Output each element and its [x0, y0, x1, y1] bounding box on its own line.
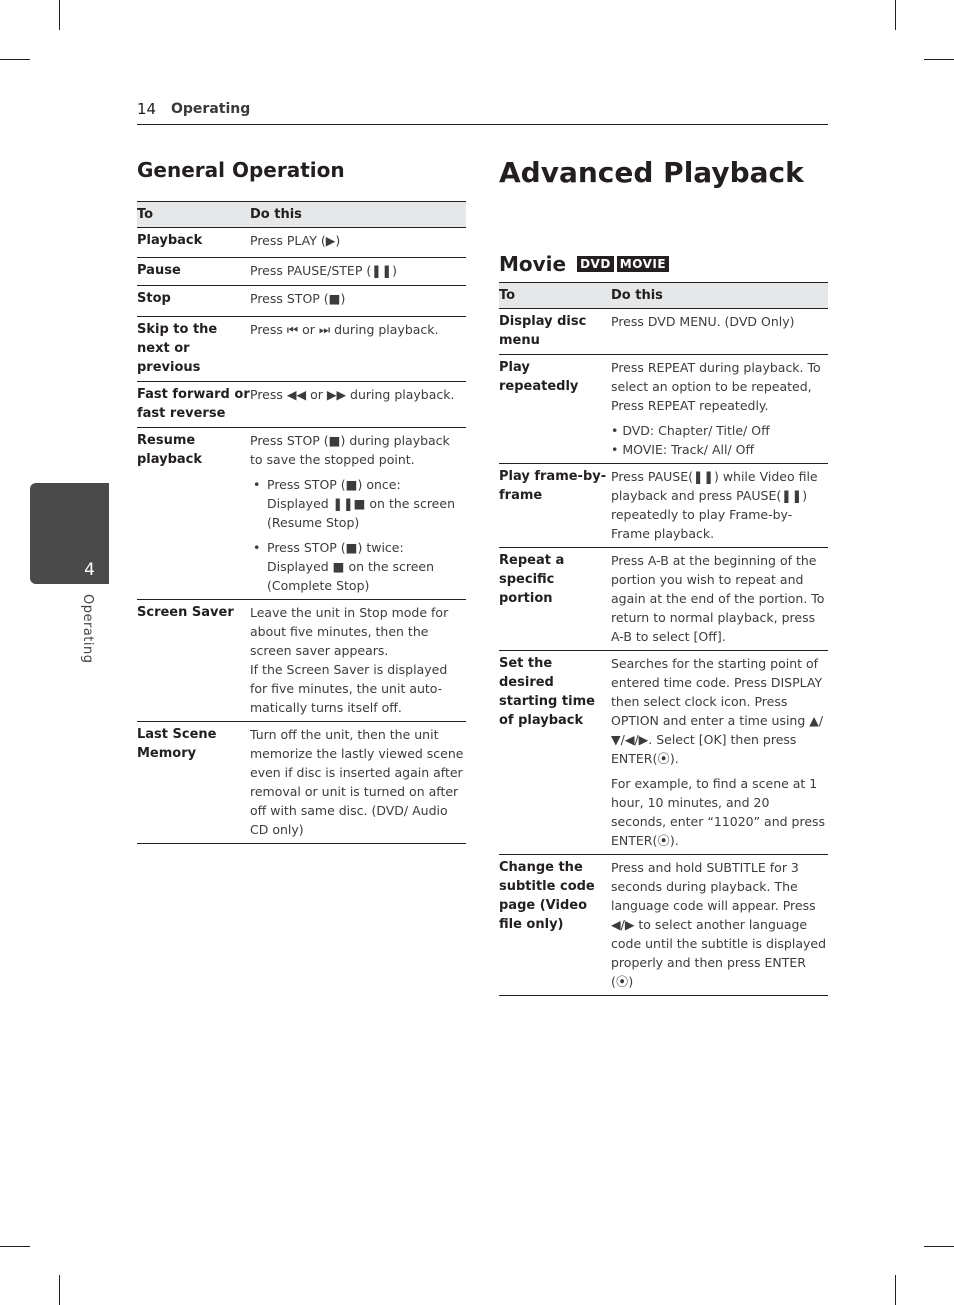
- row-key: Skip to the next or previous: [137, 317, 250, 382]
- movie-heading: [499, 252, 669, 276]
- general-operation-title: General Operation: [137, 158, 345, 182]
- option-list-item: • MOVIE: Track/ All/ Off: [611, 442, 755, 457]
- column-header: To: [499, 283, 611, 309]
- table-row: [137, 600, 466, 722]
- table-row: [137, 228, 466, 258]
- table-row: [499, 309, 828, 355]
- bullet-item: • Press STOP (■) twice: Displayed ■ on the screen (Complete Stop): [250, 538, 466, 595]
- table-row: [499, 355, 828, 464]
- page-header: [137, 100, 828, 125]
- table-row: [137, 428, 466, 600]
- row-value-text: If the Screen Saver is displayed for five minutes, the unit auto-matically turns itself off.: [250, 662, 448, 715]
- row-value: Press ⏮ or ⏭ during playback.: [250, 317, 466, 382]
- row-key: Set the desired starting time of playback: [499, 651, 611, 855]
- option-list-item: • DVD: Chapter/ Title/ Off: [611, 423, 770, 438]
- row-value: Press DVD MENU. (DVD Only): [611, 309, 828, 355]
- crop-mark: [895, 0, 896, 30]
- row-value: Press A-B at the beginning of the portion you wish to repeat and again at the end of the portion. To return to normal playback, press A-B to select [Off].: [611, 548, 828, 651]
- advanced-playback-table: [499, 282, 828, 996]
- chapter-tab: [30, 483, 109, 584]
- crop-mark: [924, 59, 954, 60]
- general-operation-table: [137, 201, 466, 844]
- table-row: [137, 258, 466, 286]
- table-row: [137, 286, 466, 317]
- dvd-badge: DVD: [577, 256, 614, 272]
- row-key: Repeat a specific portion: [499, 548, 611, 651]
- row-key: Last Scene Memory: [137, 722, 250, 844]
- row-value-text: For example, to find a scene at 1 hour, 10 minutes, and 20 seconds, enter “11020” and press ENTER(⦿).: [611, 776, 826, 848]
- row-key: Display disc menu: [499, 309, 611, 355]
- row-key: Fast forward or fast reverse: [137, 382, 250, 428]
- table-row: [137, 722, 466, 844]
- row-value: Press PAUSE(❚❚) while Video file playback and press PAUSE(❚❚) repeatedly to play Frame-by-Frame playback.: [611, 464, 828, 548]
- crop-mark: [59, 1275, 60, 1305]
- row-value: [611, 651, 828, 855]
- row-value-text: Leave the unit in Stop mode for about five minutes, then the screen saver appears.: [250, 605, 449, 658]
- bullet-item: • Press STOP (■) once: Displayed ❚❚■ on the screen (Resume Stop): [250, 475, 466, 532]
- row-value: [250, 428, 466, 600]
- crop-mark: [0, 59, 30, 60]
- row-value: Press ◀◀ or ▶▶ during playback.: [250, 382, 466, 428]
- table-row: [499, 464, 828, 548]
- row-value-text: Press REPEAT during playback. To select an option to be repeated, Press REPEAT repeatedly.: [611, 360, 821, 413]
- page-title: Advanced Playback: [499, 156, 804, 189]
- crop-mark: [924, 1246, 954, 1247]
- section-name: Operating: [171, 101, 251, 117]
- crop-mark: [0, 1246, 30, 1247]
- row-value: Turn off the unit, then the unit memorize the lastly viewed scene even if disc is inserted again after removal or unit is turned on after off with same disc. (DVD/ Audio CD only): [250, 722, 466, 844]
- row-key: Stop: [137, 286, 250, 317]
- row-key: Playback: [137, 228, 250, 258]
- row-value: Press STOP (■): [250, 286, 466, 317]
- row-value-text: Press STOP (■) during playback to save the stopped point.: [250, 433, 450, 467]
- row-key: Screen Saver: [137, 600, 250, 722]
- table-header-row: [137, 202, 466, 228]
- table-row: [499, 855, 828, 996]
- row-value: Press PLAY (▶): [250, 228, 466, 258]
- row-key: Change the subtitle code page (Video file only): [499, 855, 611, 996]
- chapter-label: Operating: [80, 594, 95, 664]
- row-value: [611, 355, 828, 464]
- crop-mark: [895, 1275, 896, 1305]
- row-value: Press PAUSE/STEP (❚❚): [250, 258, 466, 286]
- row-value: [250, 600, 466, 722]
- row-key: Resume playback: [137, 428, 250, 600]
- row-value: Press and hold SUBTITLE for 3 seconds during playback. The language code will appear. Press ◀/▶ to select another language code until the subtitle is displayed properly and then press ENTER (⦿): [611, 855, 828, 996]
- column-header: Do this: [611, 283, 828, 309]
- table-row: [137, 317, 466, 382]
- column-header: To: [137, 202, 250, 228]
- table-row: [499, 548, 828, 651]
- row-value-text: Searches for the starting point of entered time code. Press DISPLAY then select clock icon. Press OPTION and enter a time using ▲/▼/◀/▶. Select [OK] then press ENTER(⦿).: [611, 656, 824, 766]
- chapter-number: 4: [84, 560, 95, 580]
- row-key: Play frame-by-frame: [499, 464, 611, 548]
- table-row: [137, 382, 466, 428]
- movie-label: Movie: [499, 252, 567, 276]
- crop-mark: [59, 0, 60, 30]
- page-number: 14: [137, 100, 157, 118]
- movie-badge: MOVIE: [617, 256, 669, 272]
- row-key: Play repeatedly: [499, 355, 611, 464]
- column-header: Do this: [250, 202, 466, 228]
- row-key: Pause: [137, 258, 250, 286]
- table-header-row: [499, 283, 828, 309]
- table-row: [499, 651, 828, 855]
